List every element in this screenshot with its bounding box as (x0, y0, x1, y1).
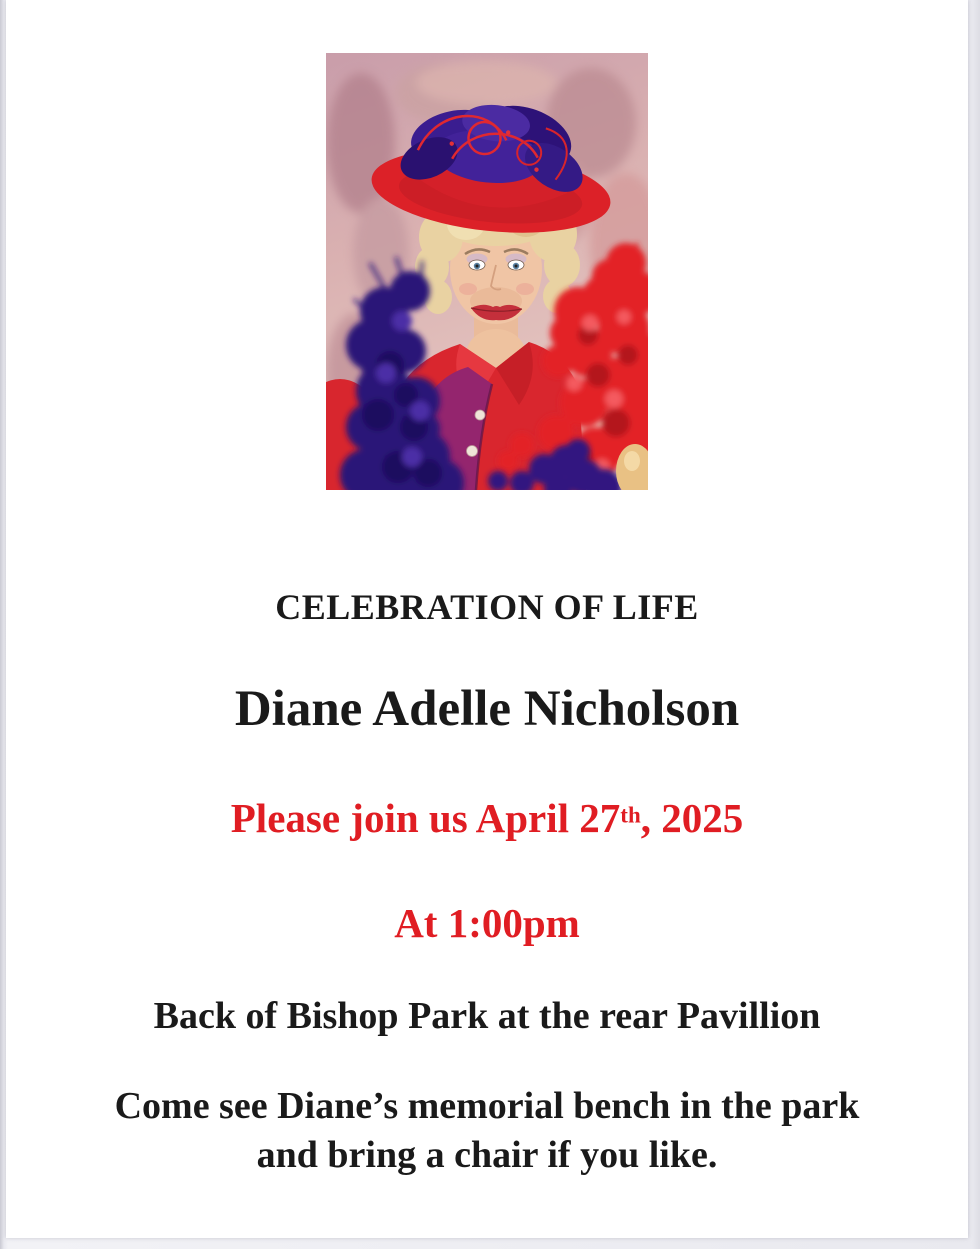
note-lines (6, 1082, 968, 1180)
honoree-name: Diane Adelle Nicholson (234, 681, 740, 737)
invite-date-ordinal: th (620, 802, 641, 828)
event-heading: CELEBRATION OF LIFE (275, 587, 699, 627)
invite-date-suffix: , 2025 (640, 795, 744, 841)
photo-container (6, 53, 968, 490)
location-line: Back of Bishop Park at the rear Pavillion (153, 995, 821, 1037)
flyer-page (6, 0, 968, 1238)
note-line-1: Come see Diane’s memorial bench in the park (114, 1085, 860, 1127)
note-line-2: and bring a chair if you like. (256, 1134, 718, 1176)
time-line: At 1:00pm (394, 900, 580, 946)
invite-date-prefix: Please join us April 27 (230, 795, 621, 841)
portrait-photo (326, 53, 648, 490)
invite-line (6, 794, 968, 842)
